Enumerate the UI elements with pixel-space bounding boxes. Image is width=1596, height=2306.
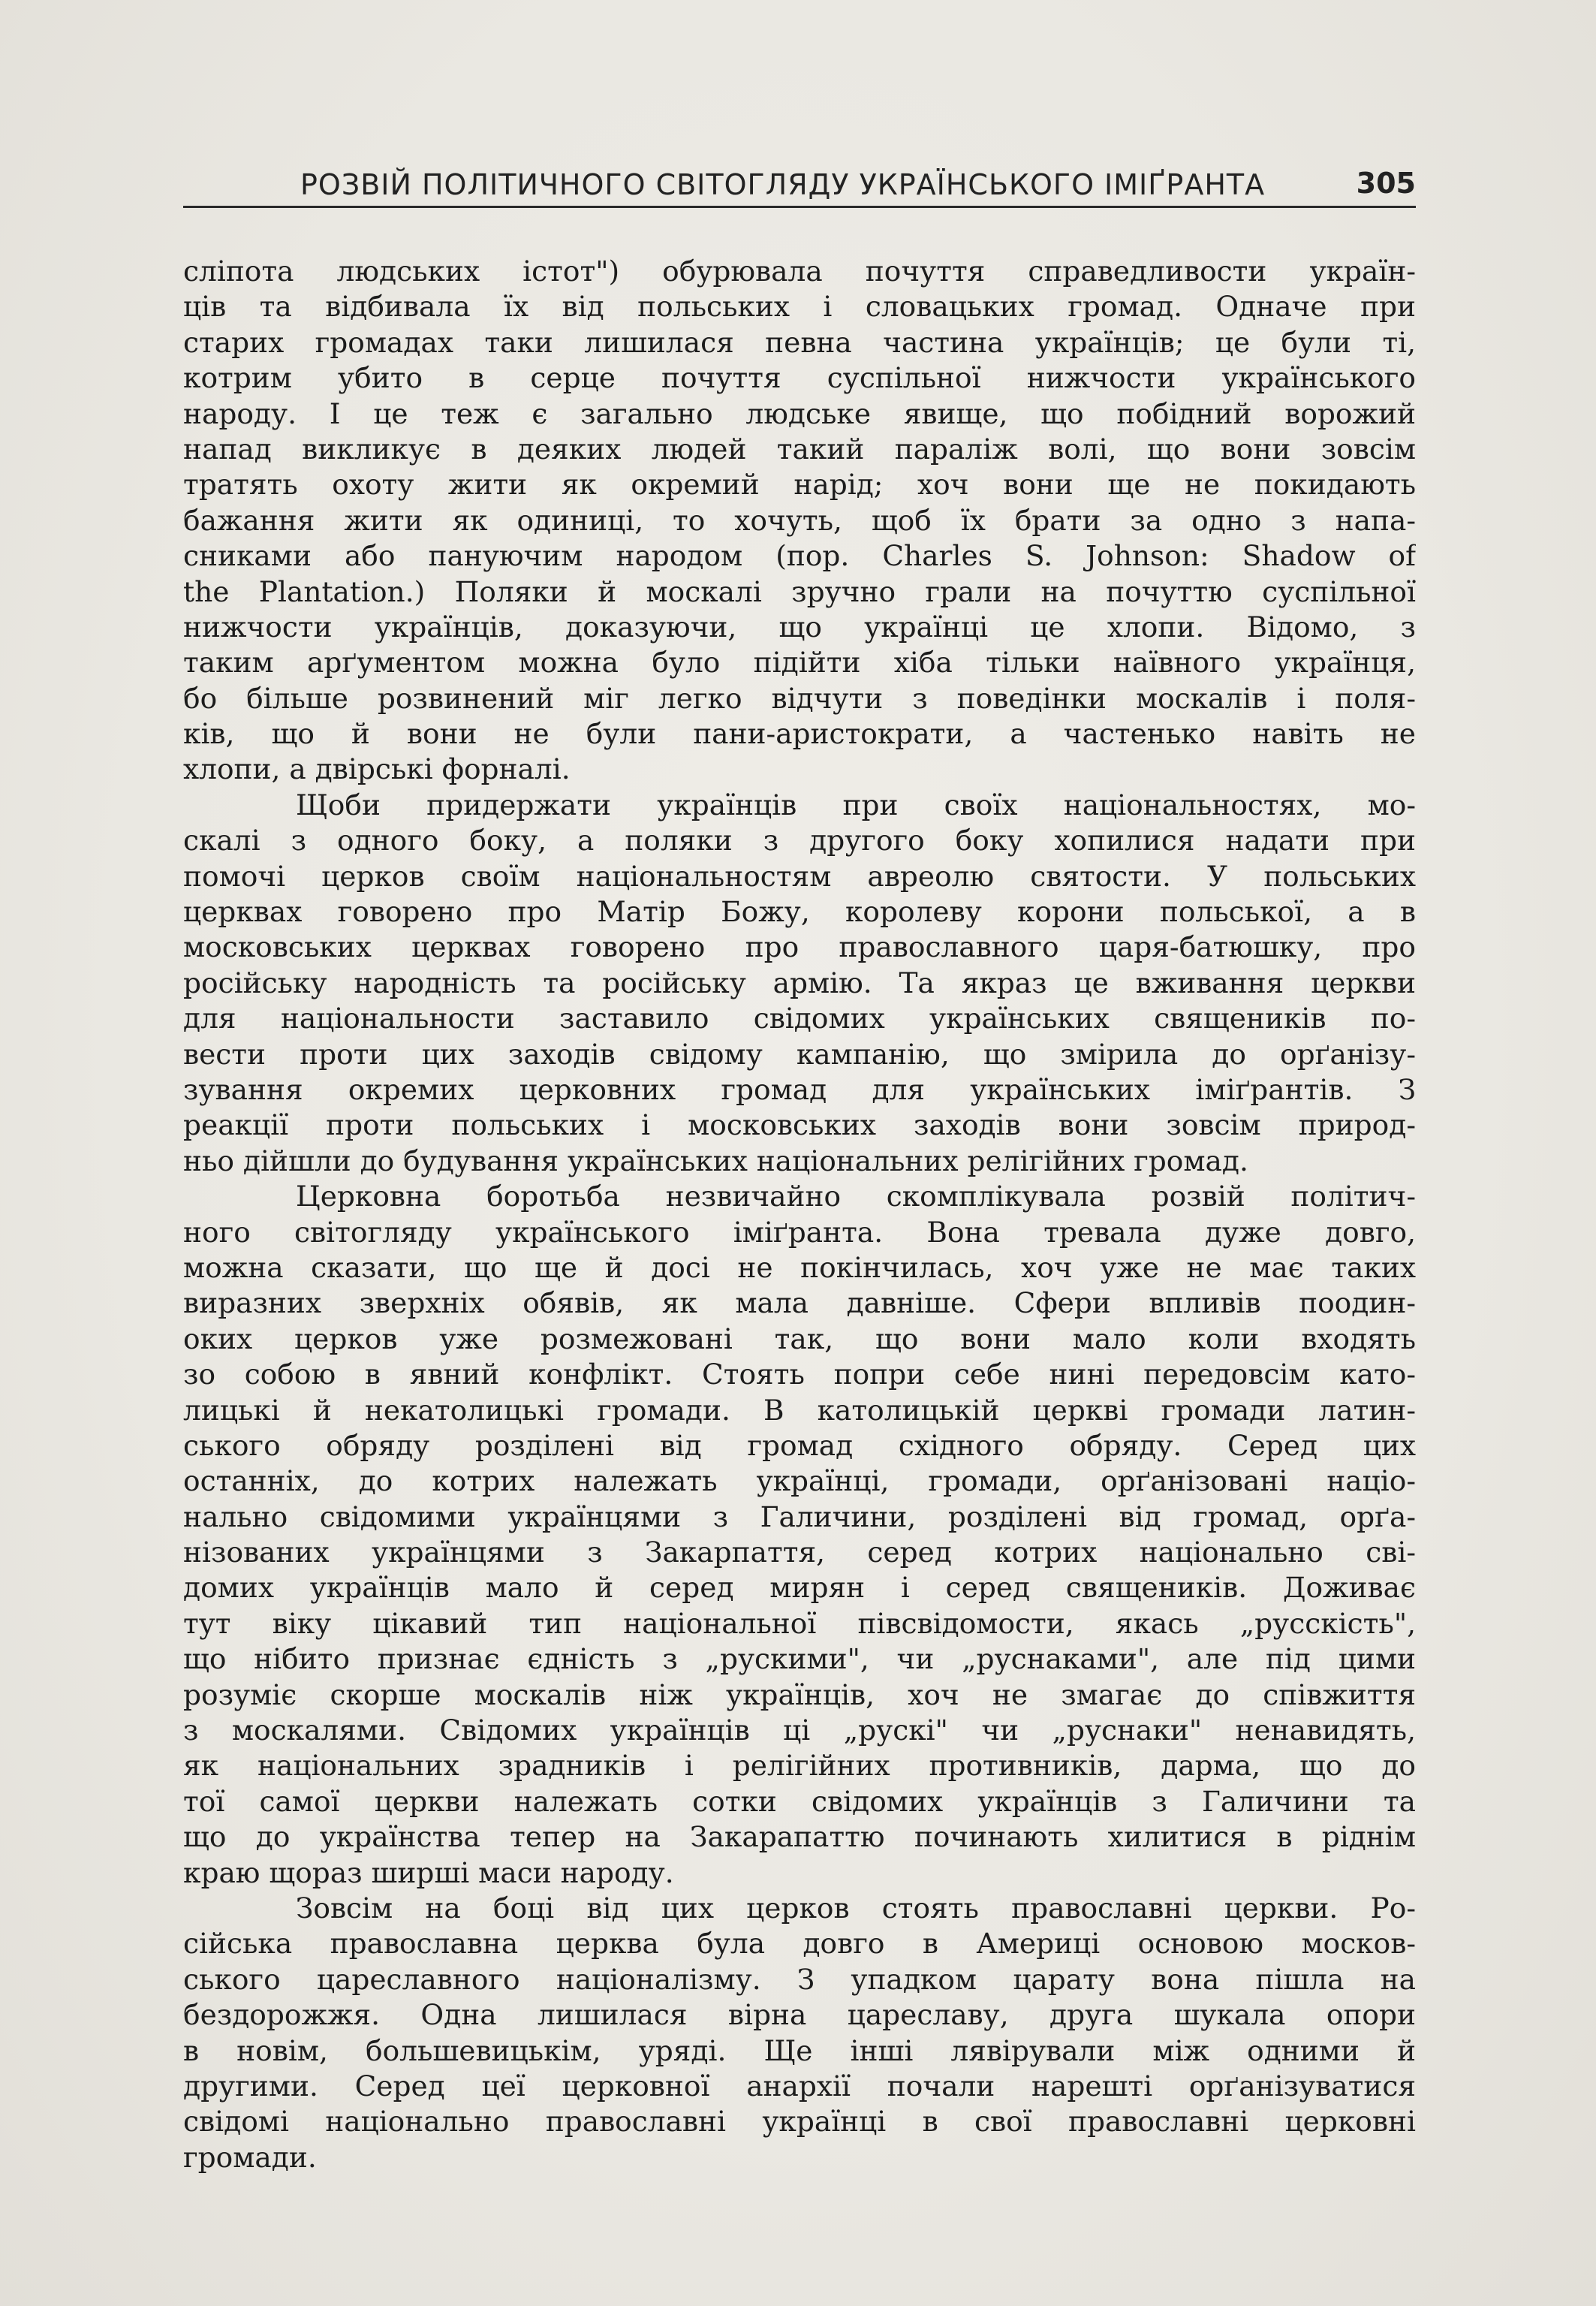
text-line: напад викликує в деяких людей такий параліж волі, що вони зовсім bbox=[183, 432, 1416, 466]
text-line: тратять охоту жити як окремий нарід; хоч вони ще не покидають bbox=[183, 468, 1416, 502]
text-line: нально свідомими українцями з Галичини, розділені від громад, орґа- bbox=[183, 1500, 1416, 1533]
text-line: нижчости українців, доказуючи, що українці це хлопи. Відомо, з bbox=[183, 610, 1416, 644]
body-text bbox=[183, 254, 1416, 2174]
text-line: російську народність та російську армію. Та якраз це вживання церкви bbox=[183, 966, 1416, 999]
text-line: вести проти цих заходів свідому кампанію, що змірила до орґанізу- bbox=[183, 1037, 1416, 1071]
text-line: лицькі й некатолицькі громади. В католицькій церкві громади латин- bbox=[183, 1393, 1416, 1427]
text-line: другими. Серед цеї церковної анархії почали нарешті орґанізуватися bbox=[183, 2069, 1416, 2103]
text-line: сниками або пануючим народом (пор. Charles S. Johnson: Shadow of bbox=[183, 539, 1416, 573]
text-line: останніх, до котрих належать українці, громади, орґанізовані націо- bbox=[183, 1464, 1416, 1498]
text-line: можна сказати, що ще й досі не покінчилась, хоч уже не має таких bbox=[183, 1250, 1416, 1284]
paragraph-end-line: краю щораз ширші маси народу. bbox=[183, 1855, 674, 1889]
text-line: московських церквах говорено про православного царя-батюшку, про bbox=[183, 930, 1416, 964]
text-line: бажання жити як одиниці, то хочуть, щоб їх брати за одно з напа- bbox=[183, 503, 1416, 537]
text-line: таким арґументом можна було підійти хіба тільки наївного українця, bbox=[183, 646, 1416, 680]
text-line: зо собою в явний конфлікт. Стоять попри себе нині передовсім като- bbox=[183, 1358, 1416, 1391]
text-line: зування окремих церковних громад для українських іміґрантів. З bbox=[183, 1072, 1416, 1106]
text-line: котрим убито в серце почуття суспільної нижчости українського bbox=[183, 361, 1416, 395]
text-line: свідомі національно православні українці в свої православні церковні bbox=[183, 2105, 1416, 2139]
text-line: церквах говорено про Матір Божу, королеву корони польської, а в bbox=[183, 895, 1416, 929]
paragraph-end-line: ньо дійшли до будування українських національних релігійних громад. bbox=[183, 1144, 1248, 1177]
text-line: розуміє скорше москалів ніж українців, хоч не змагає до співжиття bbox=[183, 1678, 1416, 1711]
paragraph-end-line: громади. bbox=[183, 2140, 317, 2174]
text-line: помочі церков своїм національностям авреолю святости. У польських bbox=[183, 859, 1416, 893]
text-line: сліпота людських істот") обурювала почуття справедливости україн- bbox=[183, 255, 1416, 288]
text-line: оких церков уже розмежовані так, що вони мало коли входять bbox=[183, 1322, 1416, 1355]
text-line: ків, що й вони не були пани-аристократи, а частенько навіть не bbox=[183, 717, 1416, 751]
text-line: нізованих українцями з Закарпаття, серед котрих національно сві- bbox=[183, 1536, 1416, 1569]
text-line: тої самої церкви належать сотки свідомих українців з Галичини та bbox=[183, 1784, 1416, 1818]
text-line: скалі з одного боку, а поляки з другого боку хопилися надати при bbox=[183, 824, 1416, 858]
text-line: що нібито признає єдність з „рускими", чи „руснаками", але під цими bbox=[183, 1642, 1416, 1676]
text-line: як національних зрадників і релігійних противників, дарма, що до bbox=[183, 1749, 1416, 1783]
running-head bbox=[183, 161, 1416, 208]
text-line: the Plantation.) Поляки й москалі зручно грали на почуттю суспільної bbox=[183, 574, 1416, 608]
text-line: виразних зверхніх обявів, як мала давніше. Сфери впливів поодин- bbox=[183, 1286, 1416, 1320]
text-line: сійська православна церква була довго в Америці основою москов- bbox=[183, 1927, 1416, 1961]
text-line: ців та відбивала їх від польських і словацьких громад. Одначе при bbox=[183, 290, 1416, 324]
text-line: старих громадах таки лишилася певна частина українців; це були ті, bbox=[183, 325, 1416, 359]
text-line: реакції проти польських і московських заходів вони зовсім природ- bbox=[183, 1108, 1416, 1142]
text-line: ського цареславного націоналізму. З упадком царату вона пішла на bbox=[183, 1962, 1416, 1996]
paragraph-end-line: хлопи, а двірські форналі. bbox=[183, 752, 571, 786]
paragraph-first-line: Зовсім на боці від цих церков стоять православні церкви. Ро- bbox=[296, 1891, 1416, 1925]
paragraph-first-line: Щоби придержати українців при своїх національностях, мо- bbox=[296, 788, 1416, 821]
running-title: РОЗВІЙ ПОЛІТИЧНОГО СВІТОГЛЯДУ УКРАЇНСЬКОГО ІМІҐРАНТА bbox=[300, 168, 1266, 201]
text-line: ного світогляду українського іміґранта. Вона тревала дуже довго, bbox=[183, 1215, 1416, 1249]
paragraph-first-line: Церковна боротьба незвичайно скомплікувала розвій політич- bbox=[296, 1180, 1416, 1213]
text-line: для національности заставило свідомих українських священиків по- bbox=[183, 1002, 1416, 1035]
text-line: що до українства тепер на Закарапаттю починають хилитися в ріднім bbox=[183, 1820, 1416, 1854]
text-line: ського обряду розділені від громад східного обряду. Серед цих bbox=[183, 1428, 1416, 1462]
text-line: з москалями. Свідомих українців ці „рускі" чи „руснаки" ненавидять, bbox=[183, 1714, 1416, 1747]
text-line: тут віку цікавий тип національної півсвідомости, якась „русскість", bbox=[183, 1606, 1416, 1640]
text-line: в новім, большевицькім, уряді. Ще інші лявірували між одними й bbox=[183, 2033, 1416, 2067]
text-line: бо більше розвинений міг легко відчути з поведінки москалів і поля- bbox=[183, 681, 1416, 715]
text-line: бездорожжя. Одна лишилася вірна цареславу, друга шукала опори bbox=[183, 1998, 1416, 2032]
page-number: 305 bbox=[1356, 167, 1416, 200]
text-line: народу. І це теж є загально людське явище, що побідний ворожий bbox=[183, 396, 1416, 430]
text-line: домих українців мало й серед мирян і серед священиків. Доживає bbox=[183, 1571, 1416, 1605]
